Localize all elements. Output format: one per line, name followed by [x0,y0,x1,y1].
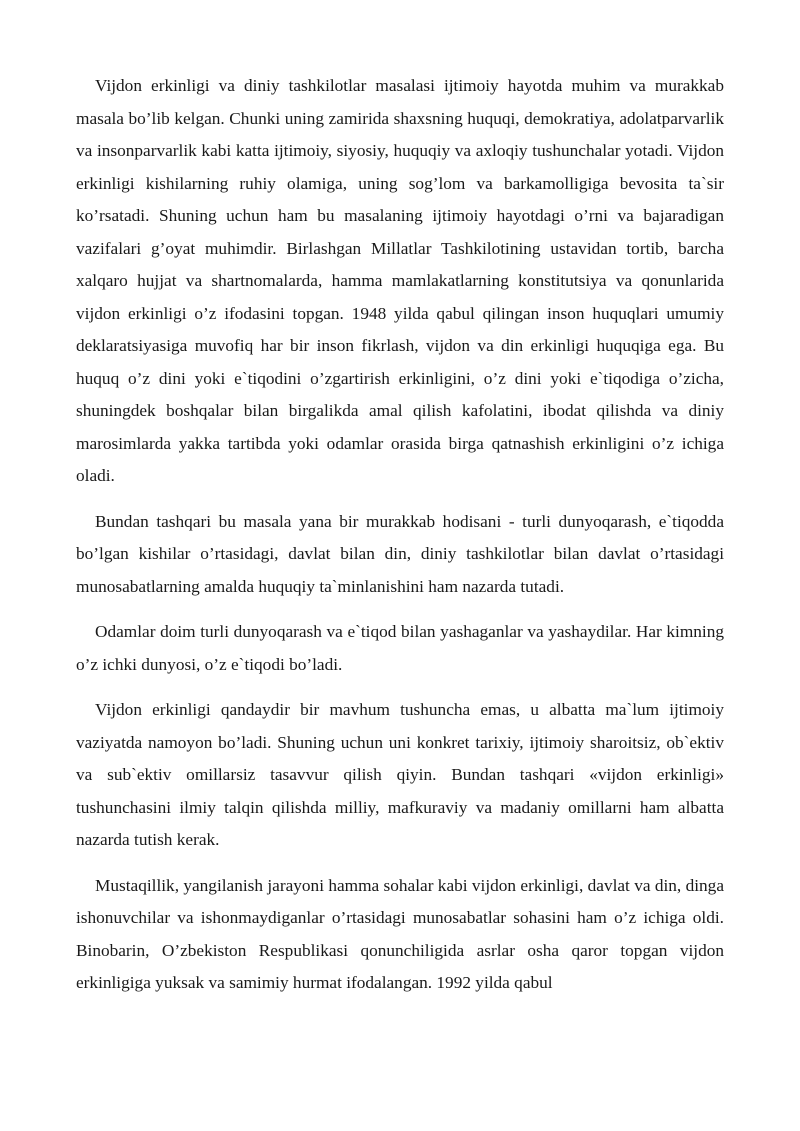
document-page [76,70,724,1013]
paragraph-3: Odamlar doim turli dunyoqarash va e`tiqod bilan yashaganlar va yashaydilar. Har kimning o’z ichki dunyosi, o’z e`tiqodi bo’ladi. [76,622,724,674]
paragraph-2: Bundan tashqari bu masala yana bir murakkab hodisani - turli dunyoqarash, e`tiqodda bo’lgan kishilar o’rtasidagi, davlat bilan din, diniy tashkilotlar bilan davlat o’rtasidagi munosabatlarning amalda huquqiy ta`minlanishini ham nazarda tutadi. [76,511,724,596]
paragraph-1: Vijdon erkinligi va diniy tashkilotlar masalasi ijtimoiy hayotda muhim va murakkab masala bo’lib kelgan. Chunki uning zamirida shaxsning huquqi, demokratiya, adolatparvarlik va insonparvarlik kabi katta ijtimoiy, siyosiy, huquqiy va axloqiy tushunchalar yotadi. Vijdon erkinligi kishilarning ruhiy olamiga, uning sog’lom va barkamolligiga bevosita ta`sir ko’rsatadi. Shuning uchun ham bu masalaning ijtimoiy hayotdagi o’rni va bajaradigan vazifalari g’oyat muhimdir. Birlashgan Millatlar Tashkilotining ustavidan tortib, barcha xalqaro hujjat va shartnomalarda, hamma mamlakatlarning konstitutsiya va qonunlarida vijdon erkinligi o’z ifodasini topgan. 1948 yilda qabul qilingan inson huquqlari umumiy deklaratsiyasiga muvofiq har bir inson fikrlash, vijdon va din erkinligi huquqiga ega. Bu huquq o’z dini yoki e`tiqodini o’zgartirish erkinligini, o’z dini yoki e`tiqodiga o’zicha, shuningdek boshqalar bilan birgalikda amal qilish kafolatini, ibodat qilishda va diniy marosimlarda yakka tartibda yoki odamlar orasida birga qatnashish erkinligini o’z ichiga oladi. [76,76,724,485]
paragraph-4: Vijdon erkinligi qandaydir bir mavhum tushuncha emas, u albatta ma`lum ijtimoiy vaziyatda namoyon bo’ladi. Shuning uchun uni konkret tarixiy, ijtimoiy sharoitsiz, ob`ektiv va sub`ektiv omillarsiz tasavvur qilish qiyin. Bundan tashqari «vijdon erkinligi» tushunchasini ilmiy talqin qilishda milliy, mafkuraviy va madaniy omillarni ham albatta nazarda tutish kerak. [76,700,724,849]
paragraph-5: Mustaqillik, yangilanish jarayoni hamma sohalar kabi vijdon erkinligi, davlat va din, dinga ishonuvchilar va ishonmaydiganlar o’rtasidagi munosabatlar sohasini ham o’z ichiga oldi. Binobarin, O’zbekiston Respublikasi qonunchiligida asrlar osha qaror topgan vijdon erkinligiga yuksak va samimiy hurmat ifodalangan. 1992 yilda qabul [76,875,724,992]
